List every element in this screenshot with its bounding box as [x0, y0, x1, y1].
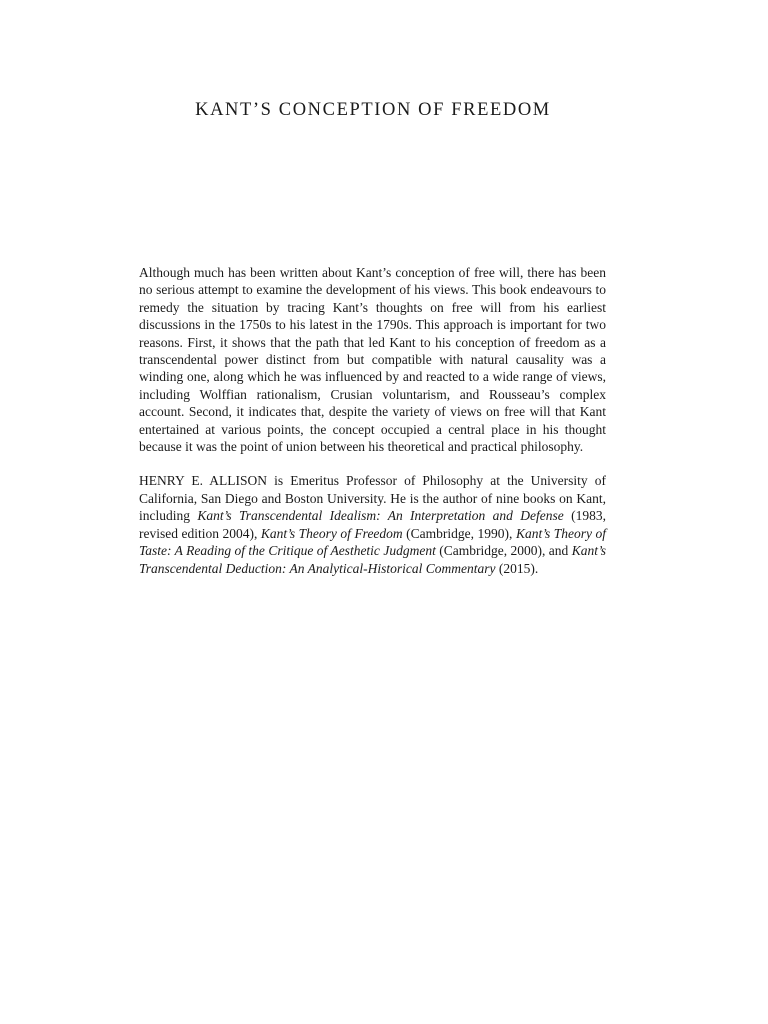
book-description: Although much has been written about Kant’s conception of free will, there has been no serious attempt to examine the development of his views. This book endeavours to remedy the situation by tracing Kant’s thoughts on free will from his earliest discussions in the 1750s to his latest in the 1790s. This approach is important for two reasons. First, it shows that the path that led Kant to his conception of freedom as a transcendental power distinct from but compatible with natural causality was a winding one, along which he was influenced by and reacted to a wide range of views, including Wolffian rationalism, Crusian voluntarism, and Rousseau’s complex account. Second, it indicates that, despite the variety of views on free will that Kant entertained at various points, the concept occupied a central place in his thought because it was the point of union between his theoretical and practical philosophy.	[139, 265, 606, 455]
book-note-3: (Cambridge, 2000), and	[435, 543, 572, 559]
book-title: KANT’S CONCEPTION OF FREEDOM	[195, 100, 551, 120]
book-blurb	[139, 264, 606, 577]
book-title-3: Kant’s Theory of Taste: A Reading of the Critique of Aesthetic Judgment	[139, 525, 606, 559]
book-title-1: Kant’s Transcendental Idealism: An Interpretation and Defense	[197, 508, 564, 524]
book-note-2: (Cambridge, 1990),	[402, 525, 516, 541]
book-note-1: (1983, revised edition 2004),	[139, 508, 606, 541]
book-title-4: Kant’s Transcendental Deduction: An Analytical-Historical Commentary	[139, 543, 606, 576]
book-note-4: (2015).	[495, 560, 539, 576]
author-bio	[139, 472, 606, 576]
author-bio-intro: HENRY E. ALLISON is Emeritus Professor of Philosophy at the University of California, San Diego and Boston University. He is the author of nine books on Kant, including	[139, 473, 606, 524]
book-title-2: Kant’s Theory of Freedom	[260, 525, 403, 541]
